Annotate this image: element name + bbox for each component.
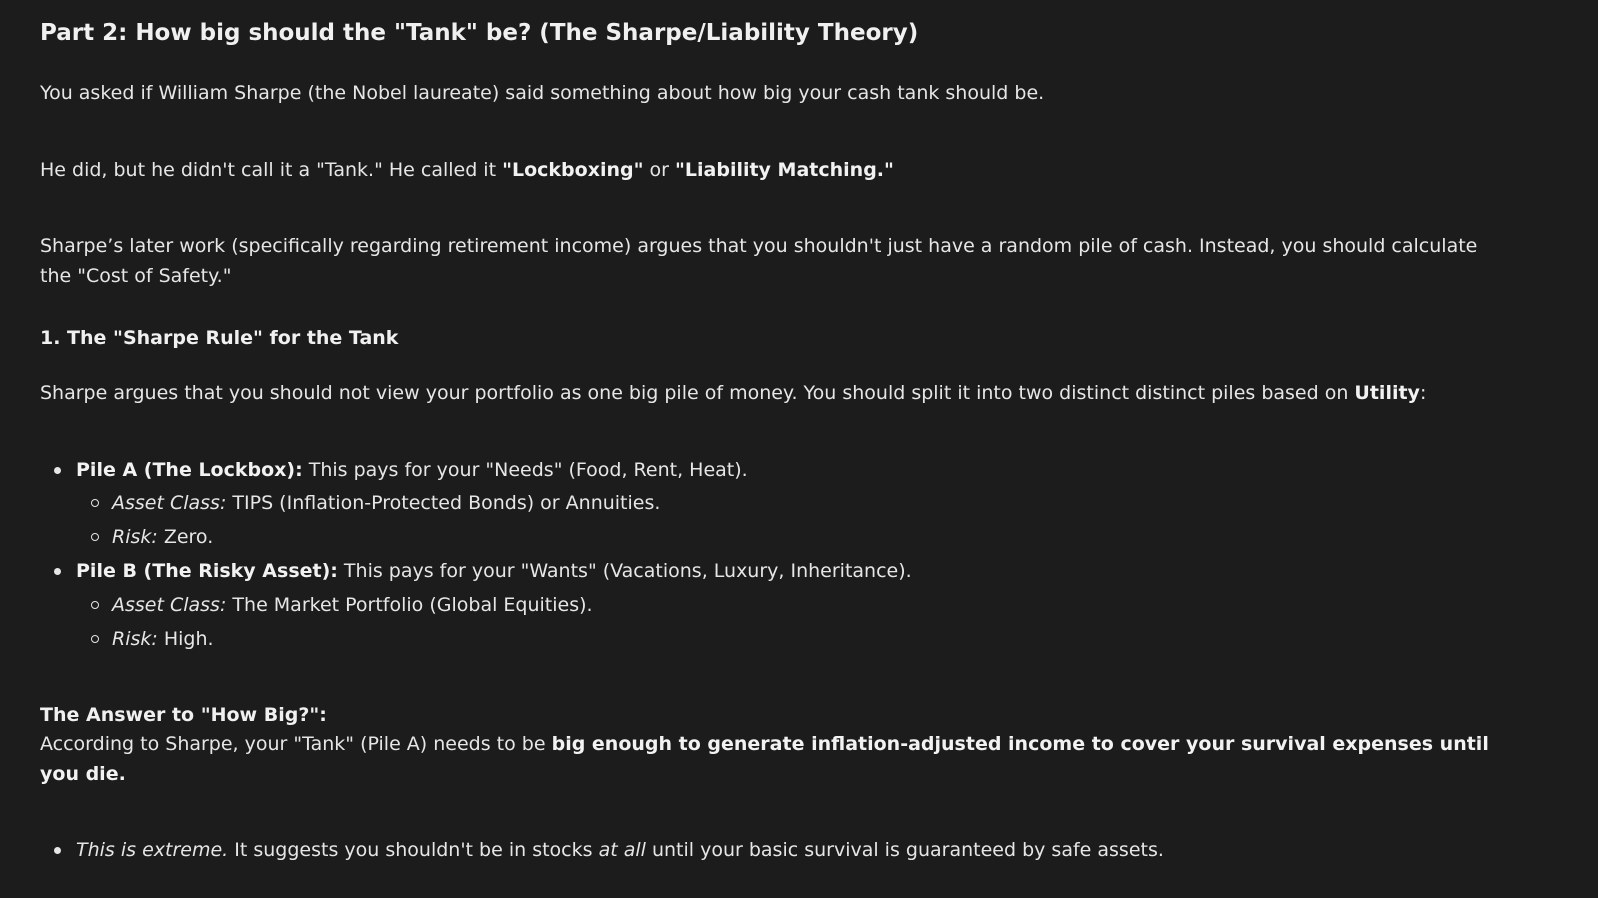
at-all-italic: at all (598, 839, 646, 861)
pile-a-risk-text: Zero. (157, 526, 214, 548)
pile-b-risk-label: Risk: (112, 628, 158, 650)
bullet-dot (54, 568, 61, 575)
pile-a-asset-text: TIPS (Inflation-Protected Bonds) or Annuities. (226, 492, 661, 514)
pile-b-risk-text: High. (157, 628, 214, 650)
extreme-italic: This is extreme. (76, 839, 229, 861)
utility-paragraph (40, 378, 1510, 408)
list-item-pile-b-asset-class (112, 590, 593, 620)
bullet-circle (91, 499, 99, 507)
pile-b-asset-text: The Market Portfolio (Global Equities). (226, 594, 593, 616)
section-heading: Part 2: How big should the "Tank" be? (The Sharpe/Liability Theory) (40, 20, 919, 46)
list-item-pile-a-risk (112, 522, 213, 552)
answer-bold: big enough to generate inflation-adjusted income to cover your survival expenses until you die. (40, 733, 1489, 785)
utility-tail: : (1419, 382, 1427, 404)
pile-a-title: Pile A (The Lockbox): (76, 459, 303, 481)
pile-a-risk-label: Risk: (112, 526, 158, 548)
utility-lead: Sharpe argues that you should not view your portfolio as one big pile of money. You should split it into two distinct distinct piles based on (40, 382, 1355, 404)
liability-matching-term: "Liability Matching." (675, 159, 894, 181)
list-item-pile-a-asset-class (112, 488, 660, 518)
list-item-pile-a (76, 455, 748, 485)
answer-paragraph (40, 729, 1510, 789)
cost-of-safety-paragraph: Sharpe’s later work (specifically regarding retirement income) argues that you shouldn't just have a random pile of cash. Instead, you should calculate the "Cost of Safety." (40, 235, 1478, 287)
lockboxing-term: "Lockboxing" (502, 159, 644, 181)
lockboxing-lead: He did, but he didn't call it a "Tank." He called it (40, 159, 503, 181)
list-item-extreme (76, 835, 1164, 865)
answer-title: The Answer to "How Big?": (40, 704, 327, 726)
pile-b-title: Pile B (The Risky Asset): (76, 560, 338, 582)
list-item-pile-b (76, 556, 912, 586)
bullet-circle (91, 601, 99, 609)
bullet-dot (54, 847, 61, 854)
sharpe-rule-subheading: 1. The "Sharpe Rule" for the Tank (40, 327, 399, 349)
lockboxing-paragraph (40, 155, 1510, 185)
list-item-pile-b-risk (112, 624, 214, 654)
pile-b-asset-label: Asset Class: (112, 594, 227, 616)
intro-paragraph: You asked if William Sharpe (the Nobel laureate) said something about how big your cash tank should be. (40, 82, 1045, 104)
bullet-circle (91, 635, 99, 643)
pile-b-text: This pays for your "Wants" (Vacations, Luxury, Inheritance). (337, 560, 912, 582)
bullet-circle (91, 533, 99, 541)
pile-a-text: This pays for your "Needs" (Food, Rent, Heat). (302, 459, 748, 481)
bullet-dot (54, 467, 61, 474)
extreme-text-1: It suggests you shouldn't be in stocks (228, 839, 599, 861)
utility-term: Utility (1354, 382, 1420, 404)
pile-a-asset-label: Asset Class: (112, 492, 227, 514)
extreme-text-2: until your basic survival is guaranteed by safe assets. (645, 839, 1164, 861)
lockboxing-mid: or (643, 159, 675, 181)
answer-lead: According to Sharpe, your "Tank" (Pile A) needs to be (40, 733, 552, 755)
